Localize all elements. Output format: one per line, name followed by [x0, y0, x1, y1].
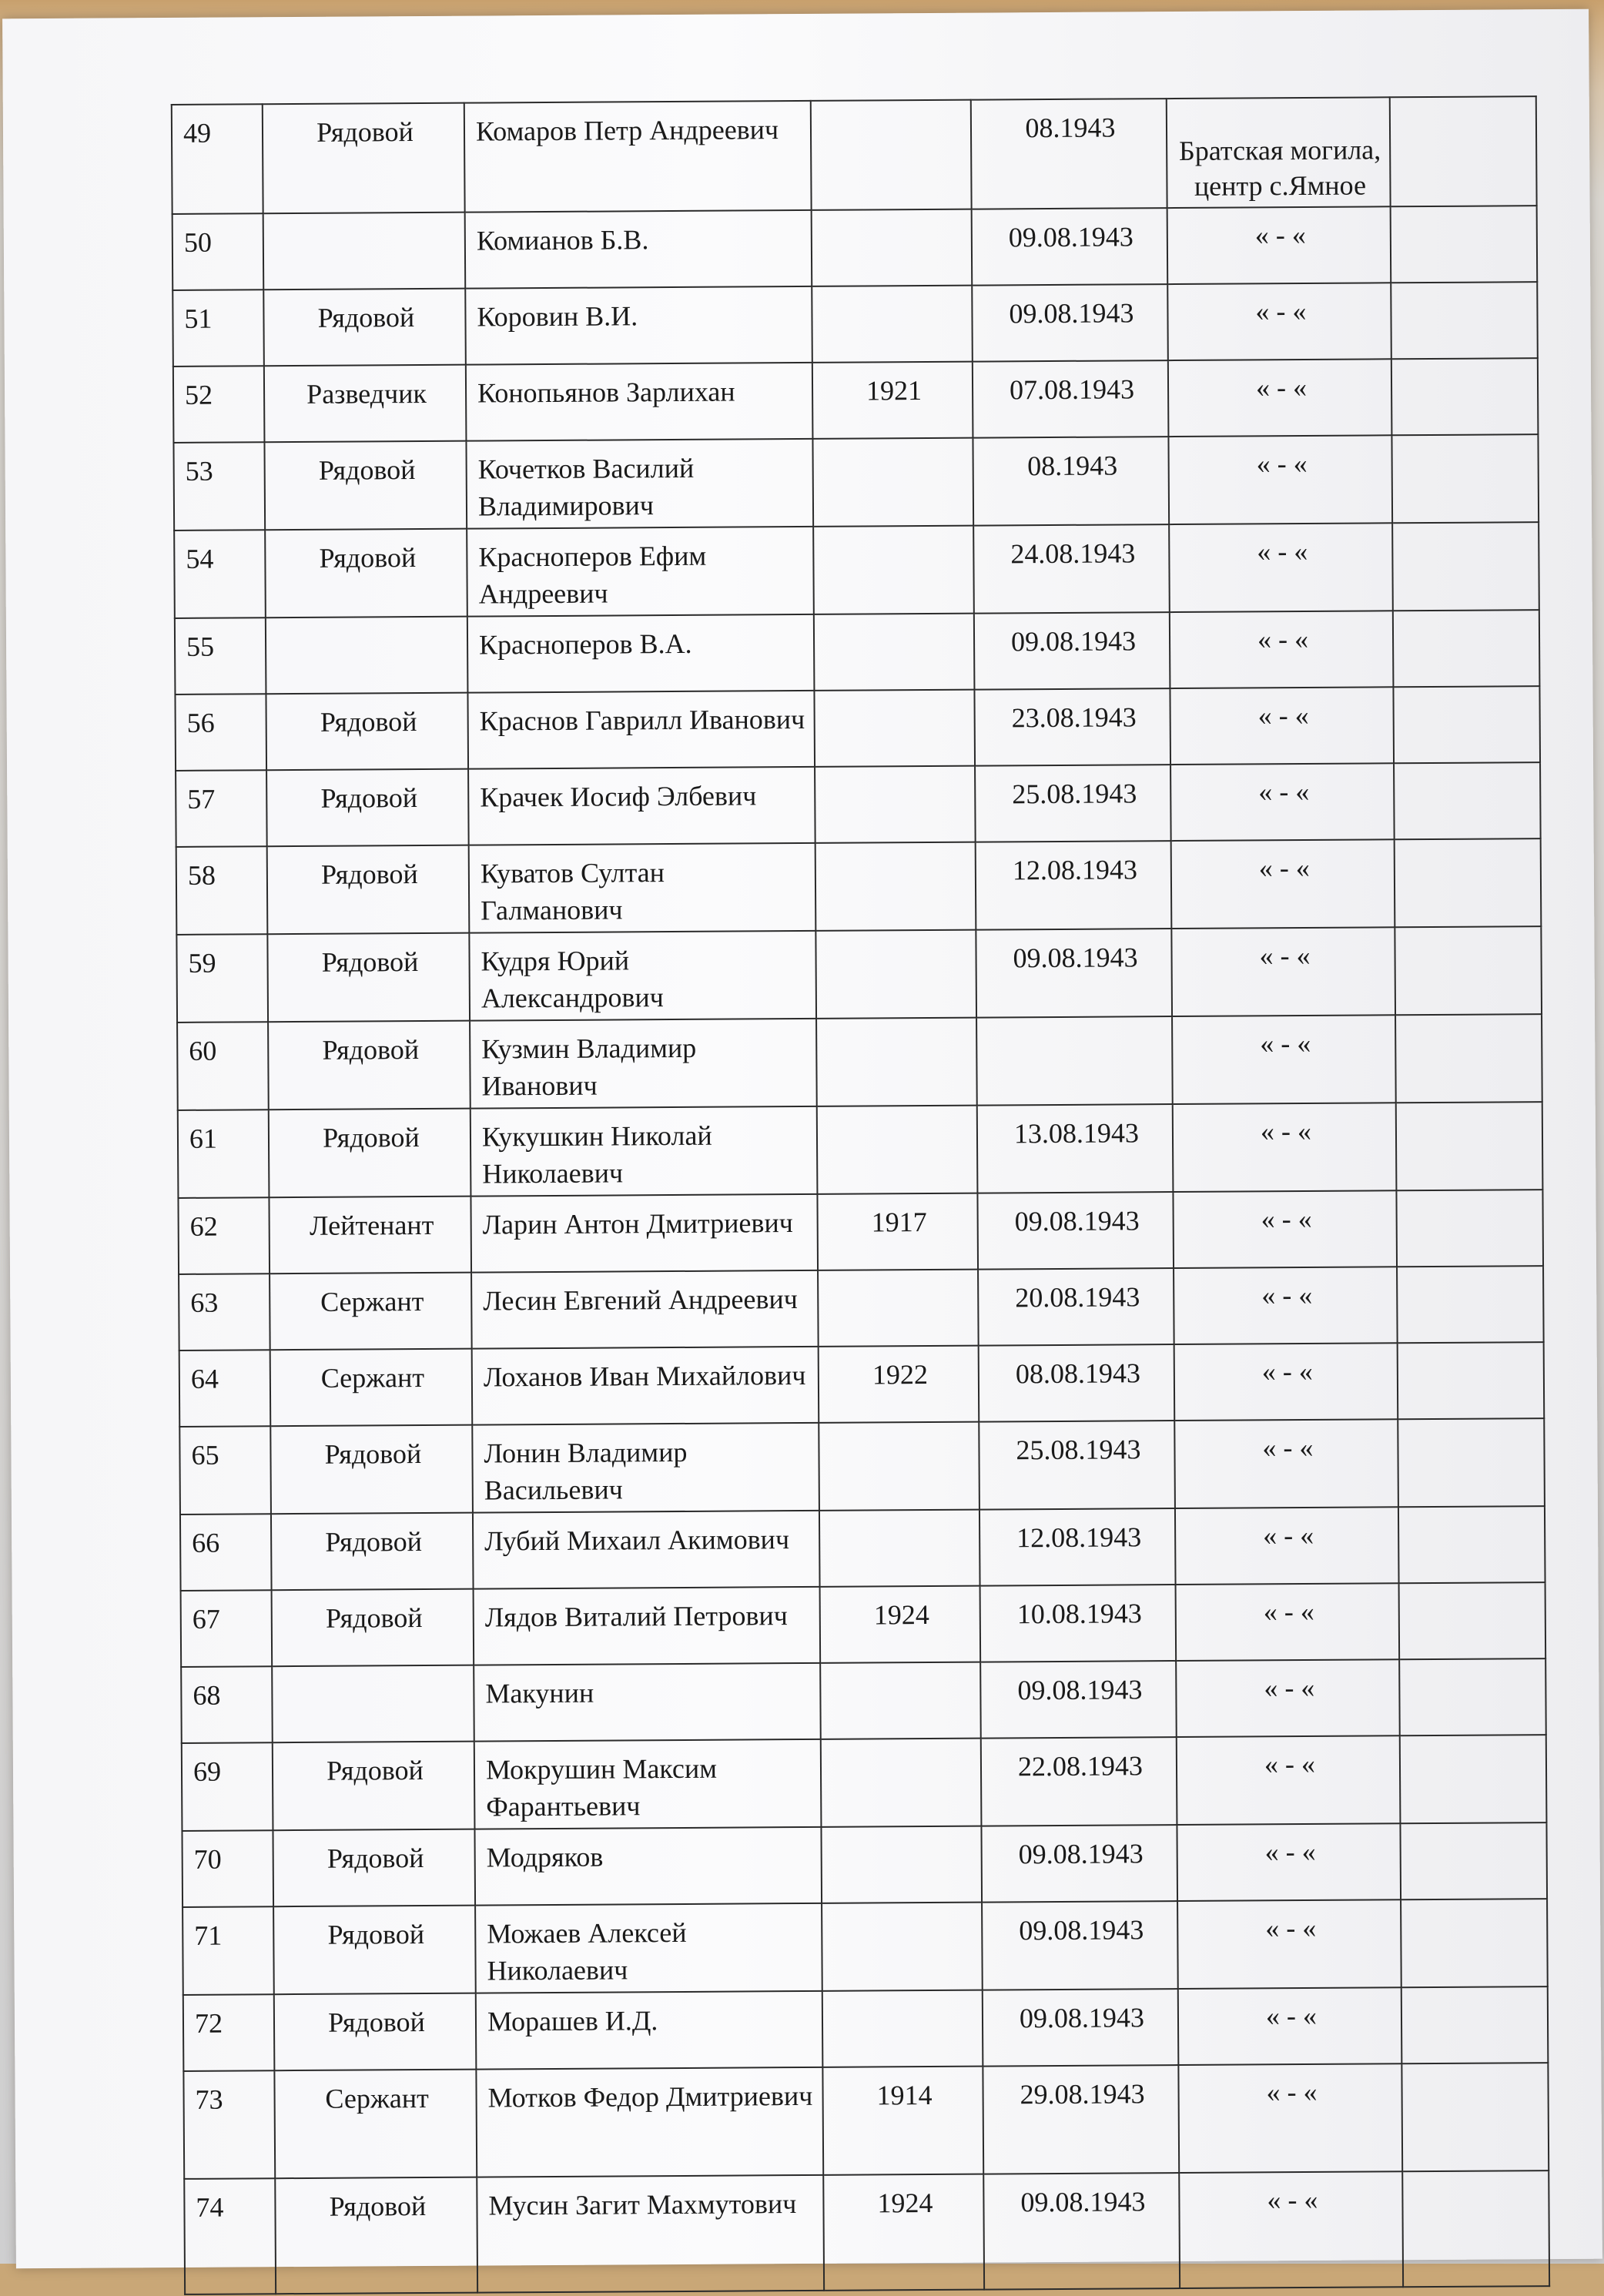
death-date-cell: 09.08.1943 [977, 1192, 1174, 1270]
birth-year-cell: 1921 [812, 362, 973, 439]
row-number-cell: 51 [172, 290, 264, 366]
blank-cell [1391, 206, 1538, 283]
name-cell: Красноперов В.А. [467, 614, 815, 693]
rank-cell: Рядовой [264, 441, 467, 530]
name-cell: Конопьянов Зарлихан [466, 363, 813, 441]
death-date-cell: 13.08.1943 [977, 1104, 1174, 1193]
row-number-cell: 62 [178, 1197, 270, 1274]
blank-cell [1397, 1266, 1544, 1343]
birth-year-cell [815, 766, 976, 843]
burial-place-cell: « - « [1173, 1103, 1397, 1192]
burial-place-cell: « - « [1176, 1659, 1400, 1737]
birth-year-cell [814, 690, 975, 767]
burial-place-cell: « - « [1168, 359, 1392, 437]
table-row [181, 1658, 1546, 1743]
death-date-cell: 09.08.1943 [982, 1901, 1178, 1990]
rank-cell: Рядовой [275, 2177, 477, 2294]
burial-place-cell: « - « [1170, 611, 1394, 688]
death-date-cell: 08.08.1943 [979, 1344, 1175, 1422]
burial-place-cell: « - « [1174, 1419, 1398, 1508]
rank-cell: Рядовой [267, 933, 470, 1022]
row-number-cell: 56 [175, 694, 266, 771]
rank-cell: Рядовой [273, 1742, 475, 1831]
table-row [182, 1735, 1547, 1831]
rank-cell: Рядовой [263, 103, 465, 214]
burial-place-cell: « - « [1169, 523, 1393, 612]
rank-cell: Сержант [274, 2070, 477, 2179]
document-sheet [2, 9, 1602, 2269]
blank-cell [1398, 1342, 1545, 1419]
blank-cell [1399, 1658, 1546, 1735]
death-date-cell: 20.08.1943 [978, 1268, 1174, 1346]
table-row [172, 282, 1538, 366]
table-row [182, 1822, 1547, 1907]
blank-cell [1400, 1822, 1547, 1899]
blank-cell [1402, 2170, 1549, 2287]
table-row [178, 1190, 1543, 1274]
name-cell: Ларин Антон Дмитриевич [470, 1194, 818, 1273]
death-date-cell: 07.08.1943 [973, 360, 1169, 438]
row-number-cell: 71 [183, 1906, 274, 1995]
blank-cell [1401, 2063, 1549, 2171]
name-cell: Мотков Федор Дмитриевич [476, 2067, 823, 2177]
birth-year-cell: 1917 [817, 1193, 978, 1270]
row-number-cell: 49 [172, 104, 263, 214]
birth-year-cell: 1924 [823, 2174, 984, 2291]
name-cell: Морашев И.Д. [476, 1991, 823, 2070]
birth-year-cell [821, 1826, 982, 1903]
name-cell: Мокрушин Максим Фарантьевич [474, 1739, 822, 1829]
table-row [175, 686, 1540, 771]
birth-year-cell [814, 614, 975, 691]
rank-cell: Лейтенант [269, 1197, 471, 1274]
birth-year-cell [815, 930, 976, 1019]
blank-cell [1400, 1735, 1547, 1823]
name-cell: Коровин В.И. [465, 286, 812, 365]
table-row [177, 1014, 1542, 1110]
birth-year-cell [816, 1018, 977, 1106]
name-cell: Лядов Виталий Петрович [474, 1587, 821, 1665]
name-cell: Лубий Михаил Акимович [473, 1511, 820, 1589]
death-date-cell: 29.08.1943 [983, 2065, 1179, 2174]
burial-place-cell: « - « [1178, 1987, 1402, 2065]
rank-cell: Рядовой [274, 1993, 477, 2071]
blank-cell [1392, 522, 1539, 611]
rank-cell: Рядовой [271, 1513, 474, 1591]
birth-year-cell [812, 286, 973, 363]
birth-year-cell [815, 842, 976, 931]
rank-cell [272, 1665, 474, 1743]
table-row [175, 610, 1540, 694]
burial-place-cell: « - « [1174, 1343, 1398, 1421]
birth-year-cell: 1922 [819, 1346, 979, 1423]
row-number-cell: 59 [176, 934, 268, 1022]
blank-cell [1399, 1582, 1546, 1659]
table-row [183, 2063, 1549, 2179]
burial-place-cell: « - « [1171, 839, 1395, 929]
table-row [176, 838, 1542, 935]
rank-cell: Сержант [270, 1273, 472, 1350]
row-number-cell: 69 [182, 1742, 273, 1831]
blank-cell [1393, 610, 1540, 687]
burial-place-cell: « - « [1168, 435, 1392, 524]
row-number-cell: 61 [178, 1110, 270, 1198]
table-row [172, 206, 1538, 290]
birth-year-cell [811, 100, 972, 210]
burial-place-cell: « - « [1172, 1015, 1396, 1104]
blank-cell [1396, 1102, 1543, 1190]
name-cell: Куватов Султан Галманович [469, 843, 816, 933]
row-number-cell: 68 [181, 1666, 273, 1743]
burial-place-cell: « - « [1174, 1267, 1398, 1344]
blank-cell [1398, 1506, 1545, 1583]
rank-cell: Рядовой [266, 693, 468, 771]
table-row [183, 1899, 1548, 1995]
name-cell: Красноперов Ефим Андреевич [467, 527, 814, 617]
name-cell: Лесин Евгений Андреевич [471, 1270, 819, 1349]
name-cell: Лоханов Иван Михайлович [472, 1347, 819, 1425]
birth-year-cell [821, 1739, 982, 1827]
blank-cell [1396, 1190, 1543, 1267]
name-cell: Мусин Загит Махмутович [477, 2175, 824, 2293]
row-number-cell: 74 [184, 2178, 276, 2294]
rank-cell [263, 213, 466, 290]
rank-cell: Рядовой [267, 845, 470, 935]
death-date-cell: 09.08.1943 [976, 929, 1172, 1018]
rank-cell [266, 617, 468, 694]
name-cell: Макунин [474, 1663, 821, 1742]
death-date-cell: 09.08.1943 [980, 1661, 1177, 1739]
death-date-cell: 10.08.1943 [980, 1585, 1177, 1662]
burial-place-cell: « - « [1176, 1583, 1400, 1661]
row-number-cell: 55 [175, 618, 266, 694]
name-cell: Комианов Б.В. [465, 210, 812, 289]
burial-place-cell: « - « [1167, 283, 1391, 360]
death-date-cell: 23.08.1943 [974, 688, 1170, 766]
table-row [179, 1342, 1545, 1427]
birth-year-cell [813, 526, 974, 614]
death-date-cell: 09.08.1943 [981, 1825, 1177, 1903]
burial-list-table [171, 95, 1550, 2295]
row-number-cell: 58 [176, 846, 268, 935]
name-cell: Комаров Петр Андреевич [464, 101, 812, 213]
name-cell: Кузмин Владимир Иванович [470, 1019, 817, 1109]
row-number-cell: 60 [177, 1022, 269, 1110]
burial-place-cell: « - « [1178, 2063, 1402, 2173]
rank-cell: Сержант [270, 1349, 473, 1427]
death-date-cell: 09.08.1943 [972, 208, 1168, 286]
table-row [174, 522, 1539, 618]
row-number-cell: 70 [182, 1830, 273, 1907]
row-number-cell: 66 [180, 1514, 272, 1591]
rank-cell: Рядовой [270, 1425, 473, 1514]
death-date-cell [976, 1016, 1173, 1106]
rank-cell: Рядовой [269, 1109, 471, 1198]
row-number-cell: 73 [183, 2070, 275, 2179]
birth-year-cell [822, 1903, 983, 1991]
burial-place-cell: « - « [1177, 1735, 1401, 1825]
death-date-cell: 12.08.1943 [976, 841, 1172, 930]
blank-cell [1398, 1418, 1545, 1507]
blank-cell [1395, 926, 1542, 1015]
name-cell: Можаев Алексей Николаевич [475, 1903, 822, 1993]
row-number-cell: 67 [181, 1590, 273, 1667]
birth-year-cell [822, 1990, 983, 2067]
burial-place-cell: « - « [1171, 927, 1395, 1016]
row-number-cell: 63 [179, 1274, 270, 1350]
name-cell: Кудря Юрий Александрович [469, 931, 816, 1021]
burial-place-cell: « - « [1177, 1899, 1401, 1989]
name-cell: Кочетков Василий Владимирович [466, 439, 813, 529]
death-date-cell: 25.08.1943 [979, 1421, 1175, 1510]
death-date-cell: 09.08.1943 [983, 1989, 1179, 2067]
blank-cell [1393, 686, 1540, 763]
burial-place-cell: « - « [1179, 2171, 1403, 2288]
blank-cell [1395, 1014, 1542, 1103]
name-cell: Крачек Иосиф Элбевич [468, 767, 815, 845]
table-body [172, 96, 1549, 2294]
blank-cell [1391, 358, 1539, 435]
blank-cell [1401, 1899, 1548, 1987]
burial-place-cell: « - « [1177, 1823, 1401, 1901]
row-number-cell: 57 [176, 770, 267, 847]
death-date-cell: 22.08.1943 [981, 1737, 1177, 1826]
death-date-cell: 12.08.1943 [979, 1508, 1176, 1586]
death-date-cell: 09.08.1943 [983, 2173, 1180, 2290]
row-number-cell: 52 [173, 366, 265, 443]
table-row [179, 1266, 1544, 1350]
name-cell: Лонин Владимир Васильевич [472, 1423, 819, 1513]
rank-cell: Рядовой [266, 769, 469, 847]
name-cell: Краснов Гаврилл Иванович [467, 691, 815, 769]
burial-place-cell: « - « [1170, 687, 1394, 765]
burial-place-cell: « - « [1170, 763, 1395, 841]
row-number-cell: 72 [183, 1994, 275, 2071]
rank-cell: Рядовой [263, 289, 466, 366]
birth-year-cell [818, 1270, 979, 1347]
row-number-cell: 50 [172, 213, 264, 290]
blank-cell [1395, 838, 1542, 927]
death-date-cell: 09.08.1943 [972, 284, 1168, 362]
table-row [176, 762, 1541, 847]
blank-cell [1401, 1986, 1549, 2063]
burial-place-cell: Братская могила, центр с.Ямное [1167, 97, 1391, 208]
row-number-cell: 53 [173, 442, 265, 530]
rank-cell: Рядовой [265, 529, 467, 618]
table-row [179, 1418, 1545, 1514]
death-date-cell: 08.1943 [971, 99, 1167, 209]
birth-year-cell: 1914 [822, 2067, 983, 2175]
birth-year-cell [820, 1662, 981, 1739]
burial-place-cell: « - « [1167, 206, 1391, 284]
table-row [184, 2170, 1549, 2294]
birth-year-cell [817, 1106, 978, 1194]
death-date-cell: 08.1943 [973, 437, 1169, 526]
burial-place-cell: « - « [1173, 1190, 1397, 1268]
blank-cell [1391, 434, 1539, 523]
blank-cell [1391, 282, 1538, 359]
rank-cell: Рядовой [268, 1021, 470, 1110]
table-row [173, 358, 1539, 443]
table-row [178, 1102, 1543, 1198]
birth-year-cell [819, 1510, 980, 1587]
birth-year-cell [819, 1422, 979, 1511]
burial-place-cell: « - « [1175, 1507, 1399, 1585]
row-number-cell: 64 [179, 1350, 271, 1427]
name-cell: Кукушкин Николай Николаевич [470, 1106, 818, 1197]
death-date-cell: 09.08.1943 [974, 612, 1170, 690]
birth-year-cell [812, 209, 973, 286]
table-row [180, 1506, 1545, 1591]
table-row [181, 1582, 1546, 1667]
birth-year-cell [812, 438, 973, 527]
row-number-cell: 65 [179, 1426, 271, 1514]
rank-cell: Рядовой [273, 1906, 476, 1995]
name-cell: Модряков [474, 1827, 822, 1906]
birth-year-cell: 1924 [820, 1586, 981, 1663]
death-date-cell: 25.08.1943 [975, 765, 1171, 842]
death-date-cell: 24.08.1943 [973, 524, 1170, 614]
rank-cell: Рядовой [272, 1589, 474, 1667]
rank-cell: Разведчик [264, 365, 467, 443]
table-row [176, 926, 1542, 1022]
blank-cell [1390, 96, 1537, 206]
table-row [183, 1986, 1549, 2071]
row-number-cell: 54 [174, 530, 266, 618]
rank-cell: Рядовой [273, 1829, 475, 1907]
blank-cell [1394, 762, 1541, 839]
table-row [173, 434, 1539, 530]
table-row [172, 96, 1537, 214]
